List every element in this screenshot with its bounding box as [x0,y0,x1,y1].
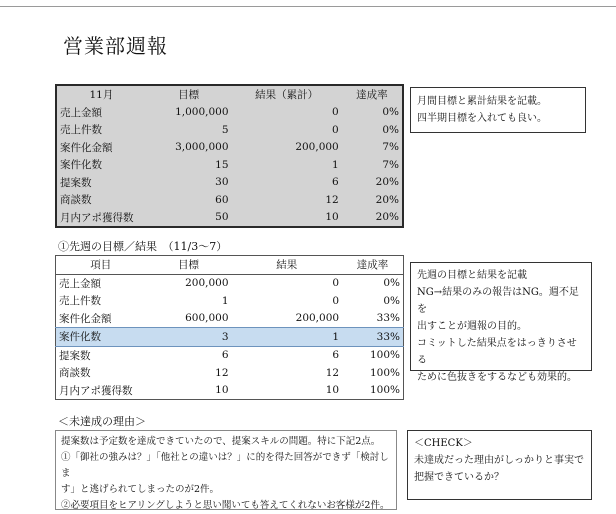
row-target: 200,000 [185,277,229,290]
reason-label: ＜未達成の理由＞ [58,415,146,428]
row-rate: 20% [375,193,399,206]
note-line: 月間目標と累計結果を記載。 [417,96,547,107]
header-target: 目標 [178,89,200,102]
header-rate: 達成率 [356,89,388,102]
row-rate: 0% [383,294,400,307]
note-line: 出すことが週報の目的。 [417,321,527,332]
check-heading: ＜CHECK＞ [414,438,473,449]
row-item: 売上金額 [59,277,101,290]
row-rate: 20% [375,176,399,189]
row-rate: 20% [375,211,399,224]
reason-line: す」と逃げられてしまったのが2件。 [61,484,220,495]
table-row [56,382,404,400]
table-row [56,346,404,364]
row-result: 6 [332,349,340,362]
row-result: 1 [232,328,343,347]
row-result: 200,000 [295,141,339,154]
monthly-table [55,84,404,228]
row-rate: 0% [382,123,399,136]
note-line: ために色抜きをするなども効果的。 [417,372,577,383]
reason-line: ①「御社の強みは？」「他社との違いは？」に的を得た回答ができず「検討しま [61,452,389,479]
row-target: 50 [215,211,229,224]
row-item: 月内アポ獲得数 [60,211,134,224]
row-target: 3,000,000 [175,141,229,154]
row-rate: 33% [342,328,403,347]
row-item: 月内アポ獲得数 [59,384,133,397]
row-item: 案件化金額 [59,312,112,325]
note-line: コミットした結果点をはっきりさせる [417,338,577,366]
row-target: 1 [221,294,229,307]
row-result: 1 [332,158,339,171]
table-row [56,156,403,174]
header-rate: 達成率 [342,256,403,275]
row-target: 12 [215,366,229,379]
row-target: 5 [221,123,229,136]
page-title: 営業部週報 [63,34,168,58]
check-line: 把握できているか？ [414,472,504,483]
table-row [56,209,403,228]
row-item: 商談数 [59,367,91,380]
weekly-subtitle: ①先週の目標／結果 （11/3～7） [58,240,228,253]
row-rate: 7% [382,141,399,154]
top-divider [0,6,616,7]
row-result: 0 [332,123,339,136]
row-item: 案件化金額 [60,141,113,154]
row-result: 12 [325,193,339,206]
row-target: 30 [215,176,229,189]
row-item: 提案数 [59,349,91,362]
row-item: 商談数 [60,194,92,207]
table-row [56,174,403,192]
table-row [56,139,403,157]
header-target: 目標 [146,256,232,275]
table-row [56,191,403,209]
header-result: 結果 [232,256,343,275]
table-header-row [56,256,404,275]
table-row [56,121,403,139]
table-row [56,310,404,328]
reason-line: ②必要項目をヒアリングしようと思い聞いても答えてくれないお客様が2件。 [61,500,390,511]
row-rate: 100% [369,366,400,379]
row-result: 10 [325,211,339,224]
row-item: 案件化数 [60,159,102,172]
weekly-note [410,262,592,383]
row-item: 売上金額 [60,106,102,119]
row-rate: 33% [376,312,400,325]
row-item: 売上件数 [59,295,101,308]
row-result: 0 [332,106,339,119]
row-target: 10 [215,384,229,397]
row-target: 60 [215,193,229,206]
row-target: 1,000,000 [175,106,229,119]
row-target: 600,000 [185,312,229,325]
header-item: 項目 [56,256,146,275]
row-result: 200,000 [295,312,340,325]
row-rate: 100% [369,349,400,362]
weekly-table [55,255,404,400]
row-result: 0 [332,294,340,307]
reason-line: 提案数は予定数を達成できていたので、提案スキルの問題。特に下記2点。 [61,436,381,447]
note-line: 先週の目標と結果を記載 [417,270,527,281]
table-row [56,364,404,382]
row-result: 12 [325,366,340,379]
table-row [56,104,403,122]
row-target: 15 [215,158,229,171]
row-rate: 0% [383,277,400,290]
row-item: 売上件数 [60,124,102,137]
reason-box [55,430,397,510]
row-rate: 0% [382,106,399,119]
row-rate: 7% [382,158,399,171]
table-header-row [56,85,403,104]
row-result: 6 [332,176,339,189]
header-month: 11月 [89,89,114,102]
table-row-highlighted [56,328,404,347]
row-target: 6 [221,349,229,362]
table-row [56,292,404,310]
row-rate: 100% [369,384,400,397]
row-item: 案件化数 [56,328,146,347]
row-target: 3 [146,328,232,347]
check-box [407,430,592,500]
row-result: 10 [325,384,340,397]
header-result: 結果（累計） [255,89,319,102]
note-line: NG→結果のみの報告はNG。週不足を [417,287,579,315]
monthly-note [410,87,586,133]
table-row [56,274,404,292]
row-result: 0 [332,277,340,290]
check-line: 未達成だった理由がしっかりと事実で [414,455,584,466]
row-item: 提案数 [60,176,92,189]
note-line: 四半期目標を入れても良い。 [417,113,547,124]
